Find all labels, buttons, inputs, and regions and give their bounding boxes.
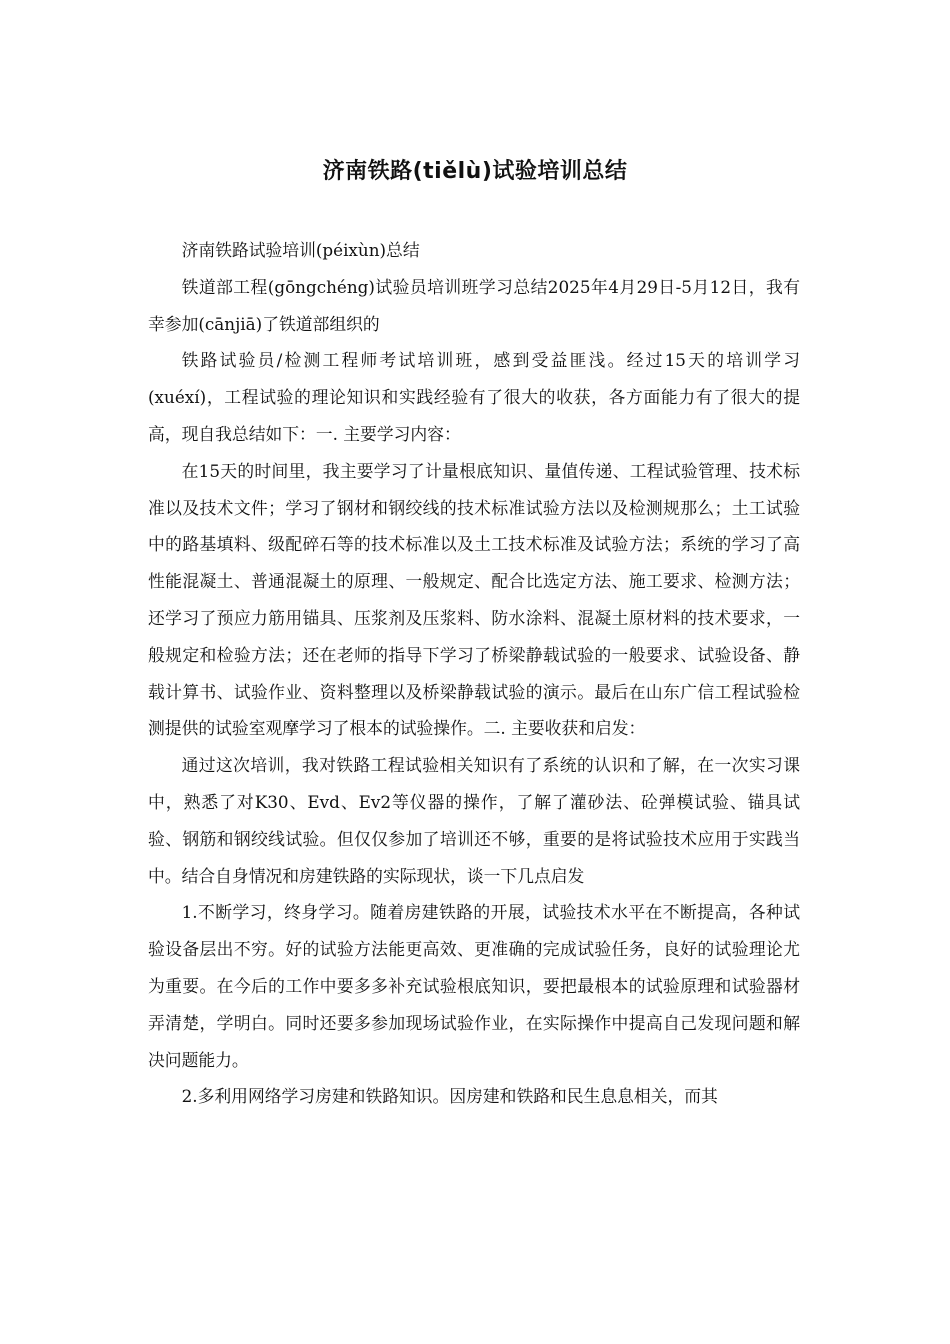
paragraph: 铁路试验员/检测工程师考试培训班，感到受益匪浅。经过15天的培训学习(xuéxí)，工程试验的理论知识和实践经验有了很大的收获，各方面能力有了很大的提高，现自我总结如下：一. 主要学习内容：	[148, 350, 800, 444]
paragraph: 在15天的时间里，我主要学习了计量根底知识、量值传递、工程试验管理、技术标准以及技术文件；学习了钢材和钢绞线的技术标准试验方法以及检测规那么；土工试验中的路基填料、级配碎石等的技术标准以及土工技术标准及试验方法；系统的学习了高性能混凝土、普通混凝土的原理、一般规定、配合比选定方法、施工要求、检测方法；还学习了预应力筋用锚具、压浆剂及压浆料、防水涂料、混凝土原材料的技术要求，一般规定和检验方法；还在老师的指导下学习了桥梁静载试验的一般要求、试验设备、静载计算书、试验作业、资料整理以及桥梁静载试验的演示。最后在山东广信工程试验检测提供的试验室观摩学习了根本的试验操作。二. 主要收获和启发：	[148, 460, 800, 739]
paragraph: 铁道部工程(gōngchéng)试验员培训班学习总结2025年4月29日-5月12日，我有幸参加(cānjiā)了铁道部组织的	[148, 276, 800, 334]
document-body	[148, 232, 800, 1115]
document-title: 济南铁路(tiělù)试验培训总结	[322, 159, 628, 184]
paragraph: 1.不断学习，终身学习。随着房建铁路的开展，试验技术水平在不断提高，各种试验设备层出不穷。好的试验方法能更高效、更准确的完成试验任务，良好的试验理论尤为重要。在今后的工作中要多多补充试验根底知识，要把最根本的试验原理和试验器材弄清楚，学明白。同时还要多参加现场试验作业，在实际操作中提高自己发现问题和解决问题能力。	[148, 902, 800, 1070]
paragraph: 2.多利用网络学习房建和铁路知识。因房建和铁路和民生息息相关，而其	[181, 1086, 718, 1107]
paragraph: 济南铁路试验培训(péixùn)总结	[181, 240, 420, 260]
paragraph: 通过这次培训，我对铁路工程试验相关知识有了系统的认识和了解，在一次实习课中，熟悉了对K30、Evd、Ev2等仪器的操作，了解了灌砂法、砼弹模试验、锚具试验、钢筋和钢绞线试验。但仅仅参加了培训还不够，重要的是将试验技术应用于实践当中。结合自身情况和房建铁路的实际现状，谈一下几点启发	[148, 755, 800, 886]
